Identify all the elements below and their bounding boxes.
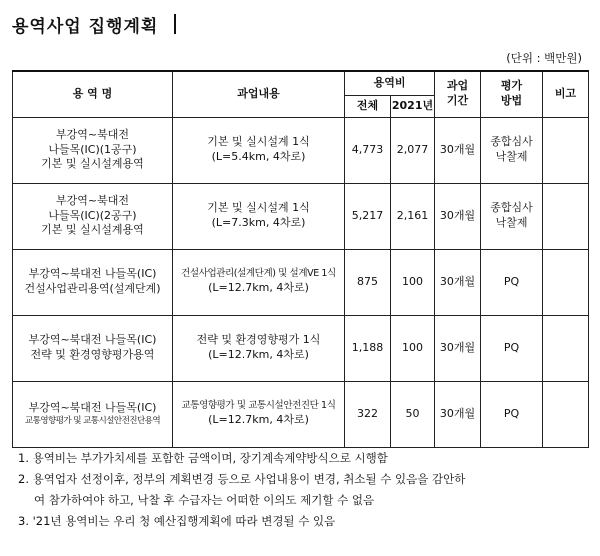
content-line: (L=5.4km, 4차로): [211, 150, 306, 163]
table-row: [13, 249, 589, 315]
plan-table: [12, 70, 589, 448]
cell-content: [173, 117, 345, 183]
name-line: 부강역~북대전: [56, 193, 129, 207]
header-eval: [481, 71, 543, 117]
table-row: [13, 183, 589, 249]
name-line: 부강역~북대전 나들목(IC): [28, 333, 157, 347]
cell-total: 5,217: [345, 183, 391, 249]
cell-total: 875: [345, 249, 391, 315]
footnotes: [18, 448, 588, 532]
name-line: 기본 및 실시설계용역: [41, 157, 144, 171]
header-cost: 용역비: [345, 71, 435, 95]
name-line: 교통영향평가 및 교통시설안전진단용역: [24, 415, 161, 426]
cell-period: 30개월: [435, 117, 481, 183]
cell-year: 100: [391, 315, 435, 381]
content-line: 기본 및 실시설계 1식: [207, 135, 310, 149]
cell-total: 322: [345, 381, 391, 447]
content-line: 교통영향평가 및 교통시설안전진단 1식: [181, 400, 336, 412]
cell-eval: [481, 117, 543, 183]
eval-line: PQ: [503, 340, 520, 354]
eval-line: PQ: [503, 406, 520, 420]
name-line: 전략 및 환경영향평가용역: [30, 348, 155, 361]
cell-year: 100: [391, 249, 435, 315]
cell-total: 4,773: [345, 117, 391, 183]
header-year: 2021년: [391, 95, 435, 117]
cell-name: [13, 183, 173, 249]
cell-name: [13, 381, 173, 447]
page-title: 용역사업 집행계획: [12, 17, 159, 37]
cell-year: 2,161: [391, 183, 435, 249]
cell-eval: [481, 381, 543, 447]
cell-content: [173, 315, 345, 381]
cell-period: 30개월: [435, 381, 481, 447]
content-line: 전략 및 환경영향평가 1식: [196, 333, 321, 347]
table-row: [13, 315, 589, 381]
name-line: 부강역~북대전 나들목(IC): [28, 400, 157, 414]
header-name: 용 역 명: [13, 71, 173, 117]
cell-remark: [543, 381, 589, 447]
content-line: 기본 및 실시설계 1식: [207, 201, 310, 215]
content-line: (L=12.7km, 4차로): [208, 348, 309, 361]
name-line: 나들목(IC)(1공구): [48, 142, 137, 156]
footnote: 3. '21년 용역비는 우리 청 예산집행계획에 따라 변경될 수 있음: [18, 514, 336, 528]
eval-line: 종합심사: [490, 135, 533, 149]
header-period-line1: 과업: [446, 79, 469, 93]
header-remark: 비고: [543, 71, 589, 117]
content-line: (L=12.7km, 4차로): [208, 280, 309, 294]
cell-period: 30개월: [435, 315, 481, 381]
eval-line: 종합심사: [490, 201, 533, 215]
cell-remark: [543, 315, 589, 381]
cell-content: [173, 381, 345, 447]
cell-name: [13, 249, 173, 315]
title-cursor-bar: [174, 14, 176, 34]
unit-label: (단위 : 백만원): [506, 51, 582, 65]
cell-remark: [543, 117, 589, 183]
content-line: (L=7.3km, 4차로): [211, 216, 306, 229]
cell-period: 30개월: [435, 249, 481, 315]
table-row: [13, 381, 589, 447]
footnote: 1. 용역비는 부가가치세를 포함한 금액이며, 장기계속계약방식으로 시행함: [18, 451, 388, 465]
cell-year: 2,077: [391, 117, 435, 183]
eval-line: PQ: [503, 274, 520, 288]
cell-period: 30개월: [435, 183, 481, 249]
content-line: (L=12.7km, 4차로): [208, 412, 309, 426]
cell-content: [173, 249, 345, 315]
cell-year: 50: [391, 381, 435, 447]
cell-content: [173, 183, 345, 249]
cell-name: [13, 315, 173, 381]
name-line: 나들목(IC)(2공구): [48, 208, 137, 222]
name-line: 기본 및 실시설계용역: [41, 223, 144, 237]
eval-line: 낙찰제: [495, 216, 528, 229]
footnote: 2. 용역업자 선정이후, 정부의 계획변경 등으로 사업내용이 변경, 취소될 수 있음을 감안하: [18, 472, 466, 486]
header-period-line2: 기간: [446, 94, 469, 108]
cell-remark: [543, 183, 589, 249]
name-line: 건설사업관리용역(설계단계): [24, 282, 161, 295]
cell-name: [13, 117, 173, 183]
header-total: 전체: [345, 95, 391, 117]
content-line: 건설사업관리(설계단계) 및 설계VE 1식: [181, 268, 336, 280]
header-eval-line1: 평가: [500, 79, 523, 93]
cell-eval: [481, 183, 543, 249]
header-content: 과업내용: [173, 71, 345, 117]
name-line: 부강역~북대전 나들목(IC): [28, 267, 157, 281]
header-eval-line2: 방법: [500, 94, 523, 108]
cell-total: 1,188: [345, 315, 391, 381]
eval-line: 낙찰제: [495, 150, 528, 163]
cell-remark: [543, 249, 589, 315]
footnote-continuation: 여 참가하여야 하고, 낙찰 후 수급자는 어떠한 이의도 제기할 수 없음: [34, 493, 375, 507]
name-line: 부강역~북대전: [56, 127, 129, 141]
cell-eval: [481, 315, 543, 381]
cell-eval: [481, 249, 543, 315]
table-row: [13, 117, 589, 183]
header-period: [435, 71, 481, 117]
